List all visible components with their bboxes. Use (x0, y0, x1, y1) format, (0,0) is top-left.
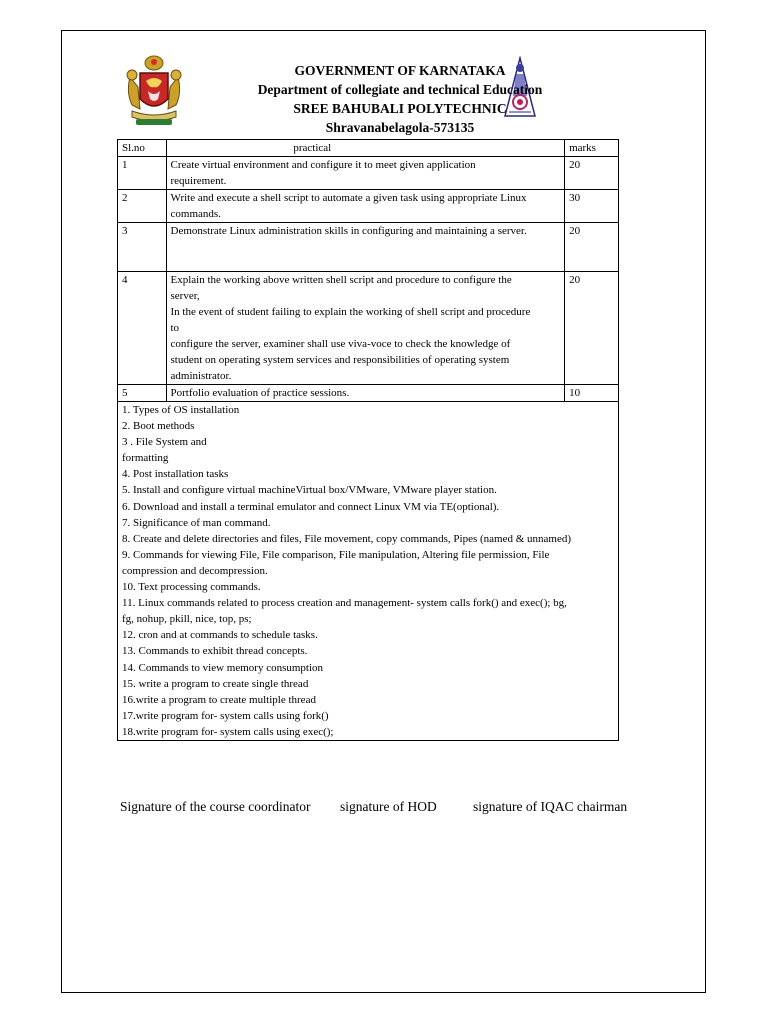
hod-signature-label: signature of HOD (340, 799, 437, 814)
sl-no-cell: 2 (118, 190, 167, 223)
experiment-item: 12. cron and at commands to schedule tasks. (122, 629, 318, 642)
sl-no-cell: 4 (118, 272, 167, 385)
practical-cell (166, 190, 565, 223)
practical-text-line: server, (170, 290, 200, 302)
government-title: GOVERNMENT OF KARNATAKA (294, 63, 506, 78)
document-header (230, 61, 570, 137)
experiment-item: 4. Post installation tasks (122, 468, 229, 481)
experiment-item: 10. Text processing commands. (122, 581, 261, 594)
practical-text-line: configure the server, examiner shall use viva-voce to check the knowledge of (170, 338, 511, 350)
practical-cell (166, 157, 565, 190)
experiment-item: 9. Commands for viewing File, File comparison, File manipulation, Altering file permission, File (122, 548, 550, 561)
sl-no-cell: 1 (118, 157, 167, 190)
experiment-item: 16.write a program to create multiple thread (122, 693, 316, 706)
table-row (118, 272, 619, 385)
sl-no-cell: 3 (118, 223, 167, 272)
practical-cell (166, 223, 565, 272)
marks-cell: 20 (565, 157, 619, 190)
practical-text-line: Write and execute a shell script to automate a given task using appropriate Linux (170, 192, 527, 204)
practical-text-line: Create virtual environment and configure it to meet given application (170, 159, 476, 171)
table-row (118, 190, 619, 223)
experiment-item: 14. Commands to view memory consumption (122, 661, 324, 674)
experiment-item: 6. Download and install a terminal emulator and connect Linux VM via TE(optional). (122, 500, 500, 513)
table-header-row (118, 140, 619, 157)
experiment-item: 8. Create and delete directories and files, File movement, copy commands, Pipes (named & unnamed) (122, 532, 572, 545)
table-row (118, 385, 619, 402)
practical-text-line: student on operating system services and responsibilities of operating system (170, 354, 510, 366)
iqac-chairman-signature-label: signature of IQAC chairman (473, 799, 628, 814)
experiment-item: fg, nohup, pkill, nice, top, ps; (122, 613, 252, 626)
practical-marks-table (117, 139, 619, 741)
college-address: Shravanabelagola-573135 (325, 120, 475, 135)
karnataka-emblem-logo (122, 53, 186, 129)
course-coordinator-signature-label: Signature of the course coordinator (120, 799, 311, 814)
marks-cell: 20 (565, 272, 619, 385)
experiment-item: 7. Significance of man command. (122, 516, 271, 529)
practical-text-line: Portfolio evaluation of practice sessions. (170, 387, 350, 399)
experiment-item: 15. write a program to create single thread (122, 677, 309, 690)
experiments-row (118, 402, 619, 741)
experiment-item: 11. Linux commands related to process creation and management- system calls fork() and exec(); bg, (122, 597, 567, 610)
table-row (118, 223, 619, 272)
table-row (118, 157, 619, 190)
experiment-item: 5. Install and configure virtual machineVirtual box/VMware, VMware player station. (122, 484, 497, 497)
practical-text-line: requirement. (170, 175, 227, 187)
marks-cell: 30 (565, 190, 619, 223)
experiment-item: formatting (122, 452, 169, 465)
sl-no-cell: 5 (118, 385, 167, 402)
experiment-item: 3 . File System and (122, 436, 207, 449)
experiments-list (118, 402, 619, 741)
practical-text-line: In the event of student failing to explain the working of shell script and procedure (170, 306, 531, 318)
practical-text-line: Explain the working above written shell script and procedure to configure the (170, 274, 512, 286)
experiment-item: compression and decompression. (122, 564, 268, 577)
college-name: SREE BAHUBALI POLYTECHNIC (293, 101, 507, 116)
experiment-item: 13. Commands to exhibit thread concepts. (122, 645, 308, 658)
practical-text-line: administrator. (170, 370, 232, 382)
department-title: Department of collegiate and technical Education (257, 82, 543, 97)
marks-cell: 20 (565, 223, 619, 272)
marks-header: marks (565, 140, 619, 157)
marks-cell: 10 (565, 385, 619, 402)
experiment-item: 18.write program for- system calls using exec(); (122, 725, 334, 738)
experiment-item: 17.write program for- system calls using fork() (122, 709, 329, 722)
practical-text-line: Demonstrate Linux administration skills in configuring and maintaining a server. (170, 225, 527, 237)
sl-no-header: Sl.no (118, 140, 167, 157)
practical-cell (166, 385, 565, 402)
practical-text-line: commands. (170, 208, 221, 220)
practical-cell (166, 272, 565, 385)
experiment-item: 2. Boot methods (122, 420, 195, 433)
practical-header: practical (166, 140, 565, 157)
practical-text-line: to (170, 322, 180, 334)
experiment-item: 1. Types of OS installation (122, 404, 240, 416)
